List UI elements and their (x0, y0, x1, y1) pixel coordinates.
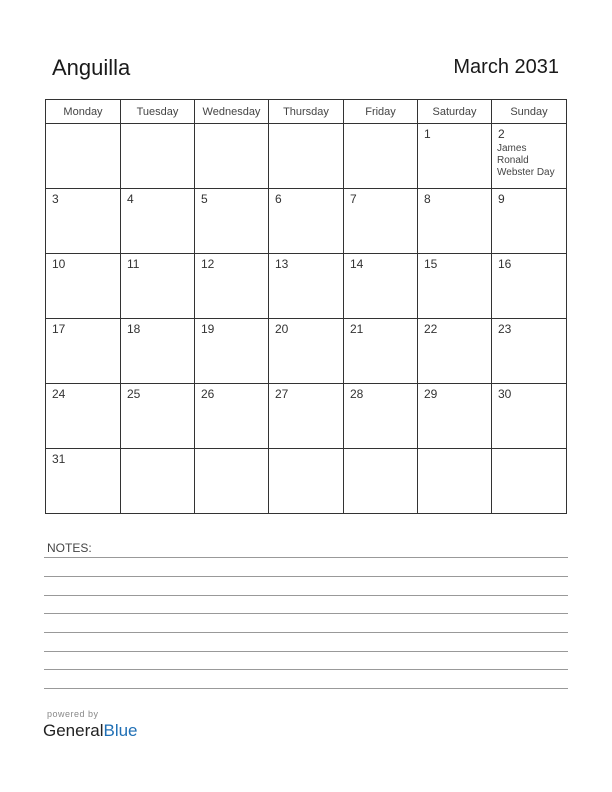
month-title: March 2031 (453, 56, 559, 78)
weekday-monday: Monday (46, 100, 121, 124)
day-cell-3 (46, 189, 121, 254)
day-cell-19 (195, 319, 269, 384)
weekday-saturday: Saturday (418, 100, 492, 124)
day-number: 29 (424, 387, 438, 401)
day-cell-2 (492, 124, 567, 189)
weekday-wednesday: Wednesday (195, 100, 269, 124)
brand-logo (43, 721, 138, 741)
day-number: 11 (127, 257, 140, 271)
empty-day-cell (269, 449, 344, 514)
weekday-thursday: Thursday (269, 100, 344, 124)
day-cell-31 (46, 449, 121, 514)
day-cell-10 (46, 254, 121, 319)
holiday-label: James (497, 143, 527, 154)
note-line (44, 632, 568, 633)
day-number: 23 (498, 322, 512, 336)
day-number: 22 (424, 322, 438, 336)
calendar-grid (45, 99, 567, 514)
day-number: 6 (275, 192, 282, 206)
day-cell-18 (121, 319, 195, 384)
day-number: 24 (52, 387, 66, 401)
note-line (44, 669, 568, 670)
day-number: 8 (424, 192, 431, 206)
day-number: 4 (127, 192, 134, 206)
week-row (46, 384, 567, 449)
empty-day-cell (269, 124, 344, 189)
note-line (44, 613, 568, 614)
day-number: 20 (275, 322, 289, 336)
empty-day-cell (344, 449, 418, 514)
empty-day-cell (46, 124, 121, 189)
week-row (46, 449, 567, 514)
day-number: 14 (350, 257, 364, 271)
day-number: 7 (350, 192, 357, 206)
day-number: 26 (201, 387, 215, 401)
day-number: 31 (52, 452, 66, 466)
day-cell-28 (344, 384, 418, 449)
day-cell-21 (344, 319, 418, 384)
day-cell-12 (195, 254, 269, 319)
day-cell-8 (418, 189, 492, 254)
day-cell-25 (121, 384, 195, 449)
day-number: 13 (275, 257, 289, 271)
brand-general: General (43, 721, 104, 740)
day-number: 18 (127, 322, 141, 336)
day-cell-22 (418, 319, 492, 384)
day-cell-26 (195, 384, 269, 449)
empty-day-cell (121, 449, 195, 514)
day-cell-15 (418, 254, 492, 319)
empty-day-cell (344, 124, 418, 189)
day-cell-7 (344, 189, 418, 254)
weekday-friday: Friday (344, 100, 418, 124)
day-number: 21 (350, 322, 364, 336)
notes-label: NOTES: (47, 541, 92, 555)
day-cell-27 (269, 384, 344, 449)
day-number: 16 (498, 257, 512, 271)
day-number: 3 (52, 192, 59, 206)
weekday-tuesday: Tuesday (121, 100, 195, 124)
note-line (44, 557, 568, 558)
day-cell-11 (121, 254, 195, 319)
week-row (46, 189, 567, 254)
day-number: 27 (275, 387, 289, 401)
day-number: 12 (201, 257, 215, 271)
weekday-header-row (46, 100, 567, 124)
empty-day-cell (418, 449, 492, 514)
weekday-sunday: Sunday (492, 100, 567, 124)
brand-blue: Blue (103, 721, 138, 740)
day-cell-24 (46, 384, 121, 449)
day-cell-16 (492, 254, 567, 319)
holiday-label: Webster Day (497, 167, 555, 178)
day-cell-20 (269, 319, 344, 384)
note-line (44, 688, 568, 689)
day-cell-5 (195, 189, 269, 254)
day-number: 17 (52, 322, 66, 336)
day-cell-1 (418, 124, 492, 189)
day-number: 10 (52, 257, 66, 271)
day-number: 1 (424, 127, 431, 141)
day-number: 28 (350, 387, 364, 401)
week-row (46, 254, 567, 319)
day-number: 19 (201, 322, 215, 336)
day-cell-29 (418, 384, 492, 449)
day-cell-30 (492, 384, 567, 449)
day-cell-4 (121, 189, 195, 254)
empty-day-cell (195, 124, 269, 189)
day-cell-14 (344, 254, 418, 319)
day-number: 15 (424, 257, 438, 271)
day-number: 25 (127, 387, 141, 401)
note-line (44, 595, 568, 596)
empty-day-cell (121, 124, 195, 189)
day-number: 5 (201, 192, 208, 206)
day-number: 2 (498, 127, 505, 141)
day-cell-9 (492, 189, 567, 254)
country-title: Anguilla (52, 55, 131, 80)
powered-by-text: powered by (47, 709, 99, 719)
note-line (44, 651, 568, 652)
day-number: 9 (498, 192, 505, 206)
empty-day-cell (492, 449, 567, 514)
week-row (46, 124, 567, 189)
day-number: 30 (498, 387, 512, 401)
week-row (46, 319, 567, 384)
holiday-label: Ronald (497, 155, 529, 166)
day-cell-13 (269, 254, 344, 319)
day-cell-6 (269, 189, 344, 254)
day-cell-17 (46, 319, 121, 384)
empty-day-cell (195, 449, 269, 514)
day-cell-23 (492, 319, 567, 384)
note-line (44, 576, 568, 577)
